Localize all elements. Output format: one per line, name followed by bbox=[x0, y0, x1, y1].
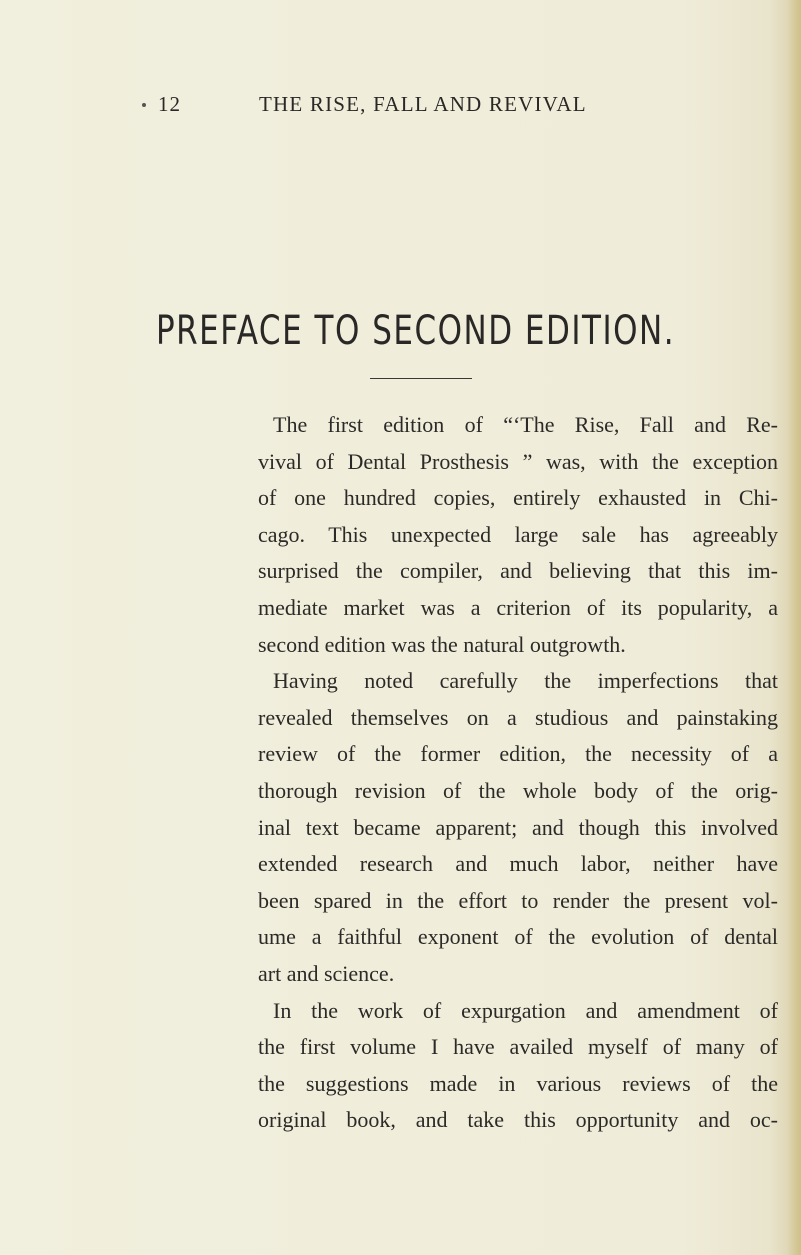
text-line: the first volume I have availed myself of many of bbox=[258, 1034, 778, 1060]
text-line: In the work of expurgation and amendment of bbox=[273, 997, 778, 1023]
text-line: ume a faithful exponent of the evolution of dental bbox=[258, 924, 778, 950]
text-line: been spared in the effort to render the present vol- bbox=[258, 887, 778, 913]
text-line: vival of Dental Prosthesis ” was, with the exception bbox=[258, 448, 778, 474]
text-line: extended research and much labor, neither have bbox=[258, 851, 778, 877]
text-line: cago. This unexpected large sale has agreeably bbox=[258, 521, 778, 547]
text-line: original book, and take this opportunity and oc- bbox=[258, 1107, 778, 1133]
body-text bbox=[258, 407, 778, 1139]
text-line: revealed themselves on a studious and painstaking bbox=[258, 704, 778, 730]
text-line: surprised the compiler, and believing that this im- bbox=[258, 558, 778, 584]
text-line: the suggestions made in various reviews of the bbox=[258, 1070, 778, 1096]
heading-rule bbox=[370, 378, 472, 379]
text-line: second edition was the natural outgrowth. bbox=[258, 631, 626, 657]
running-title: THE RISE, FALL AND REVIVAL bbox=[259, 92, 587, 116]
section-heading: PREFACE TO SECOND EDITION. bbox=[155, 308, 676, 355]
running-head bbox=[0, 92, 801, 122]
text-line: review of the former edition, the necessity of a bbox=[258, 741, 778, 767]
text-line: art and science. bbox=[258, 960, 395, 986]
text-line: inal text became apparent; and though this involved bbox=[258, 814, 778, 840]
text-line: thorough revision of the whole body of the orig- bbox=[258, 777, 778, 803]
text-line: of one hundred copies, entirely exhausted in Chi- bbox=[258, 485, 778, 511]
page-number: 12 bbox=[158, 92, 181, 116]
page-edge-stain bbox=[787, 0, 801, 1255]
text-line: mediate market was a criterion of its popularity, a bbox=[258, 594, 778, 620]
text-line: Having noted carefully the imperfections that bbox=[273, 668, 778, 694]
text-line: The first edition of “‘The Rise, Fall and Re- bbox=[273, 412, 778, 437]
